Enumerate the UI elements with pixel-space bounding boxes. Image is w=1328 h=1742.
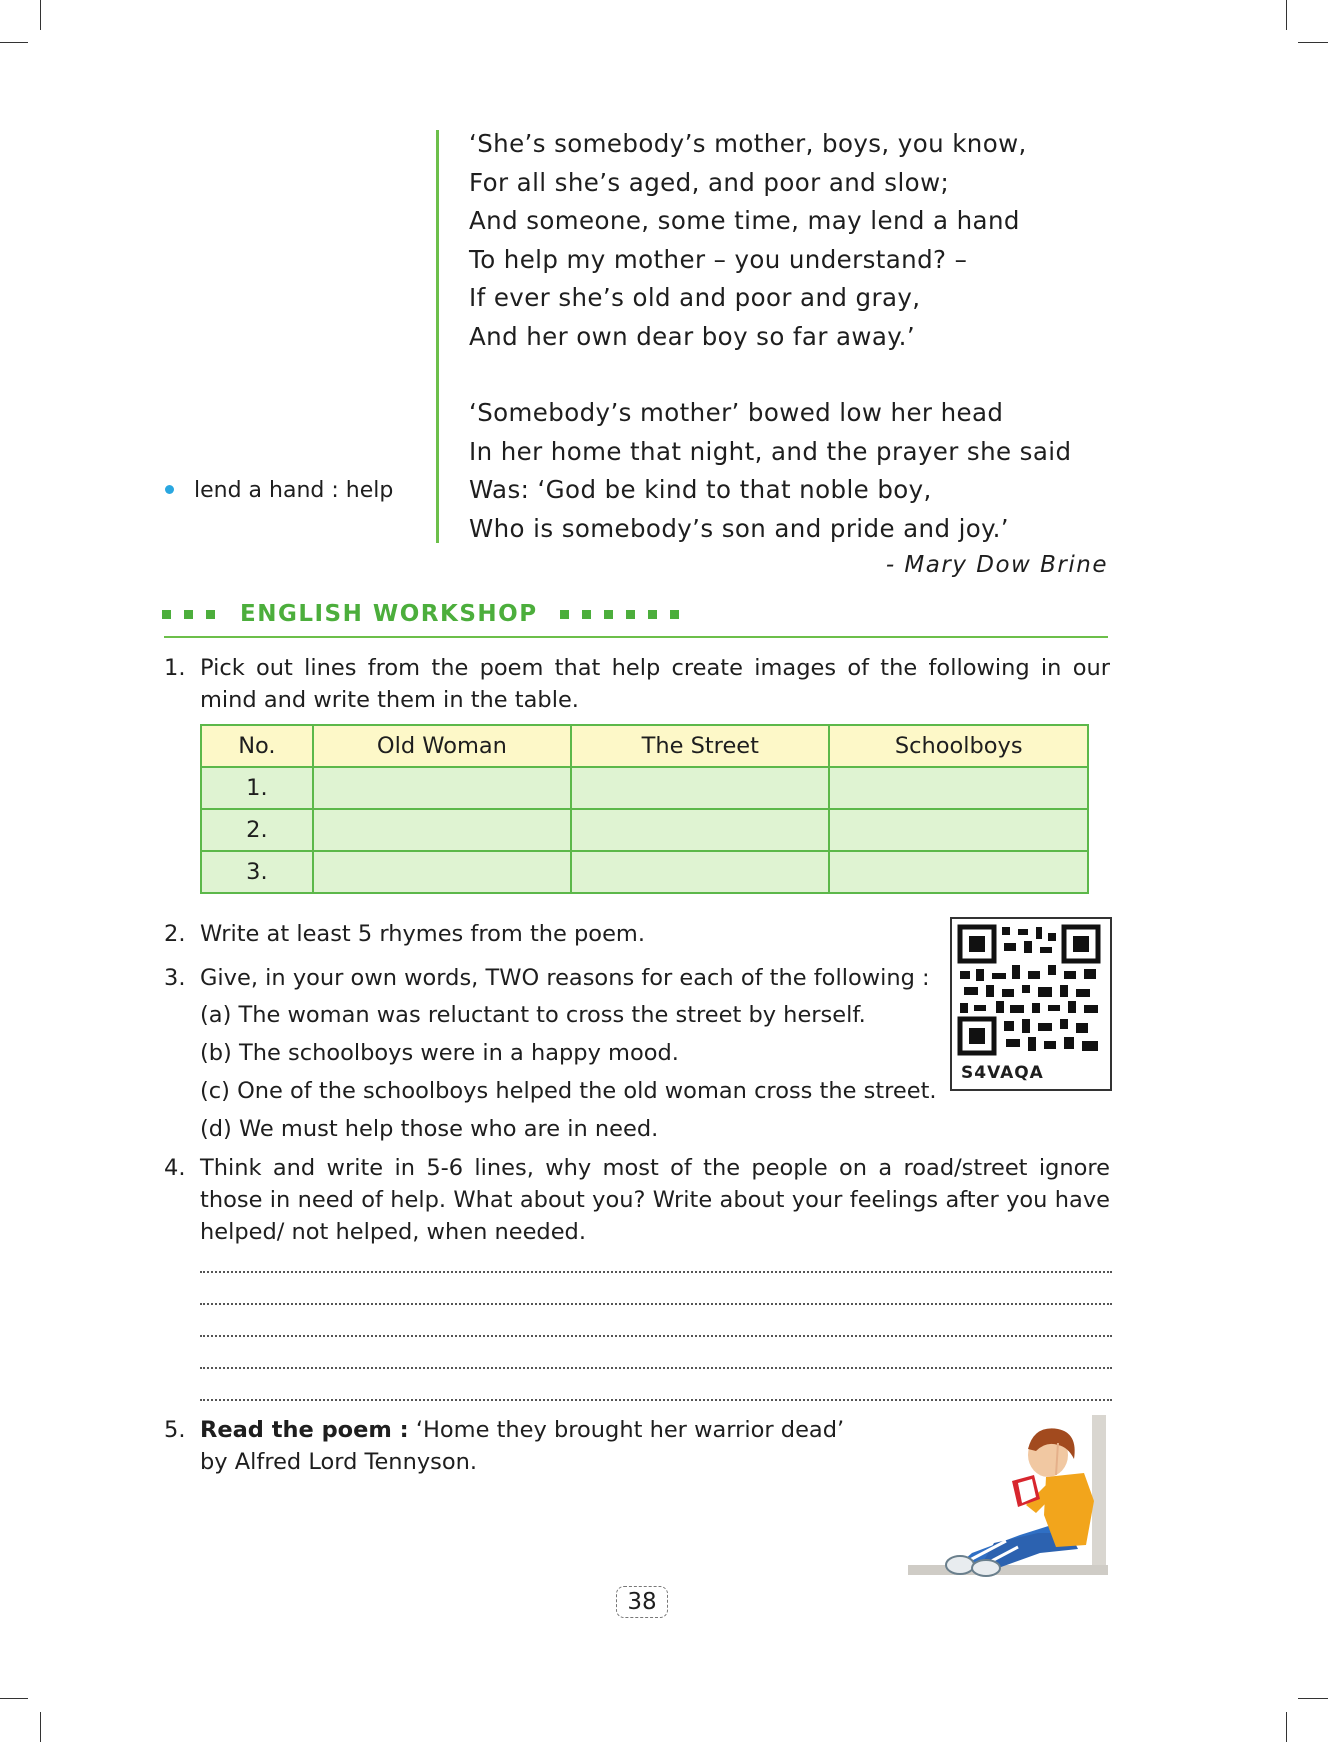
question-number: 4. [164, 1155, 186, 1181]
poem-line: For all she’s aged, and poor and slow; [469, 167, 950, 197]
poem-line: To help my mother – you understand? – [469, 244, 968, 274]
column-header: No. [201, 725, 313, 767]
writing-line[interactable] [200, 1271, 1112, 1273]
square-bullet-icon [582, 610, 591, 619]
question-number: 2. [164, 921, 186, 947]
section-title: ENGLISH WORKSHOP [240, 601, 538, 627]
column-header: The Street [571, 725, 829, 767]
question-3 [164, 962, 954, 994]
row-number: 3. [201, 851, 313, 893]
answer-cell[interactable] [829, 851, 1088, 893]
poem-line: And her own dear boy so far away.’ [469, 321, 916, 351]
square-bullet-icon [560, 610, 569, 619]
answer-table [200, 724, 1089, 894]
crop-mark [0, 42, 28, 43]
answer-cell[interactable] [829, 767, 1088, 809]
qr-code[interactable] [950, 917, 1112, 1091]
poem-line: In her home that night, and the prayer she said [469, 436, 1072, 466]
square-bullet-icon [648, 610, 657, 619]
crop-mark [1286, 0, 1287, 30]
writing-line[interactable] [200, 1399, 1112, 1401]
crop-mark [0, 1698, 28, 1699]
crop-mark [40, 0, 41, 30]
question-number: 5. [164, 1417, 186, 1443]
answer-cell[interactable] [571, 851, 829, 893]
question-4 [164, 1152, 1110, 1248]
poem-author: - Mary Dow Brine [885, 552, 1108, 578]
table-row [201, 809, 1088, 851]
section-heading [162, 601, 692, 627]
writing-line[interactable] [200, 1367, 1112, 1369]
poem-title: ‘Home they brought her warrior dead’ [408, 1417, 845, 1443]
question-text: Think and write in 5-6 lines, why most of the people on a road/street ignore those in need of help. What about you? Write about your feelings after you have helped/ not helped, when needed. [200, 1155, 1110, 1245]
answer-cell[interactable] [313, 851, 571, 893]
square-bullet-icon [206, 610, 215, 619]
glossary-note [165, 478, 393, 503]
poem-line: If ever she’s old and poor and gray, [469, 283, 921, 312]
table-row [201, 851, 1088, 893]
bullet-icon [165, 485, 174, 494]
square-bullet-icon [184, 610, 193, 619]
answer-cell[interactable] [313, 767, 571, 809]
qr-code-label: S4VAQA [961, 1063, 1044, 1083]
answer-cell[interactable] [829, 809, 1088, 851]
column-header: Schoolboys [829, 725, 1088, 767]
square-bullet-icon [604, 610, 613, 619]
poem [469, 125, 1071, 586]
poem-stanza [469, 125, 1071, 356]
crop-mark [1298, 1698, 1328, 1699]
crop-mark [40, 1712, 41, 1742]
question-text: Give, in your own words, TWO reasons for each of the following : [200, 965, 930, 991]
poem-line: ‘Somebody’s mother’ bowed low her head [469, 398, 1004, 427]
sub-question: (c) One of the schoolboys helped the old woman cross the street. [200, 1078, 937, 1104]
page-number: 38 [616, 1586, 668, 1618]
row-number: 1. [201, 767, 313, 809]
question-text [200, 1414, 884, 1446]
boy-reading-illustration [908, 1415, 1108, 1577]
square-bullet-icon [162, 610, 171, 619]
poem-line: ‘She’s somebody’s mother, boys, you know, [469, 129, 1027, 158]
table-row [201, 767, 1088, 809]
qr-code-icon [952, 919, 1110, 1059]
crop-mark [1286, 1712, 1287, 1742]
question-text: Write at least 5 rhymes from the poem. [200, 921, 645, 947]
question-text: Pick out lines from the poem that help create images of the following in our mind and write them in the table. [200, 655, 1110, 713]
poem-stanza [469, 394, 1071, 548]
row-number: 2. [201, 809, 313, 851]
question-5 [164, 1414, 884, 1478]
answer-cell[interactable] [313, 809, 571, 851]
poem-author-line: by Alfred Lord Tennyson. [200, 1449, 478, 1475]
question-number: 3. [164, 965, 186, 991]
poem-line: And someone, some time, may lend a hand [469, 206, 1020, 235]
question-1 [164, 652, 1110, 716]
sub-question: (d) We must help those who are in need. [200, 1116, 659, 1142]
glossary-text: lend a hand : help [194, 478, 394, 503]
square-bullet-icon [626, 610, 635, 619]
sub-question: (b) The schoolboys were in a happy mood. [200, 1040, 679, 1066]
crop-mark [1298, 42, 1328, 43]
poem-line: Was: ‘God be kind to that noble boy, [469, 475, 932, 504]
sub-question: (a) The woman was reluctant to cross the street by herself. [200, 1002, 866, 1028]
poem-line: Who is somebody’s son and pride and joy.’ [469, 513, 1009, 543]
section-divider [164, 636, 1108, 638]
table-header-row [201, 725, 1088, 767]
poem-margin-rule [436, 130, 439, 543]
answer-cell[interactable] [571, 809, 829, 851]
square-bullet-icon [670, 610, 679, 619]
column-header: Old Woman [313, 725, 571, 767]
writing-line[interactable] [200, 1303, 1112, 1305]
writing-line[interactable] [200, 1335, 1112, 1337]
question-instruction: Read the poem : [200, 1417, 409, 1443]
question-number: 1. [164, 655, 186, 681]
question-2 [164, 918, 964, 950]
answer-cell[interactable] [571, 767, 829, 809]
